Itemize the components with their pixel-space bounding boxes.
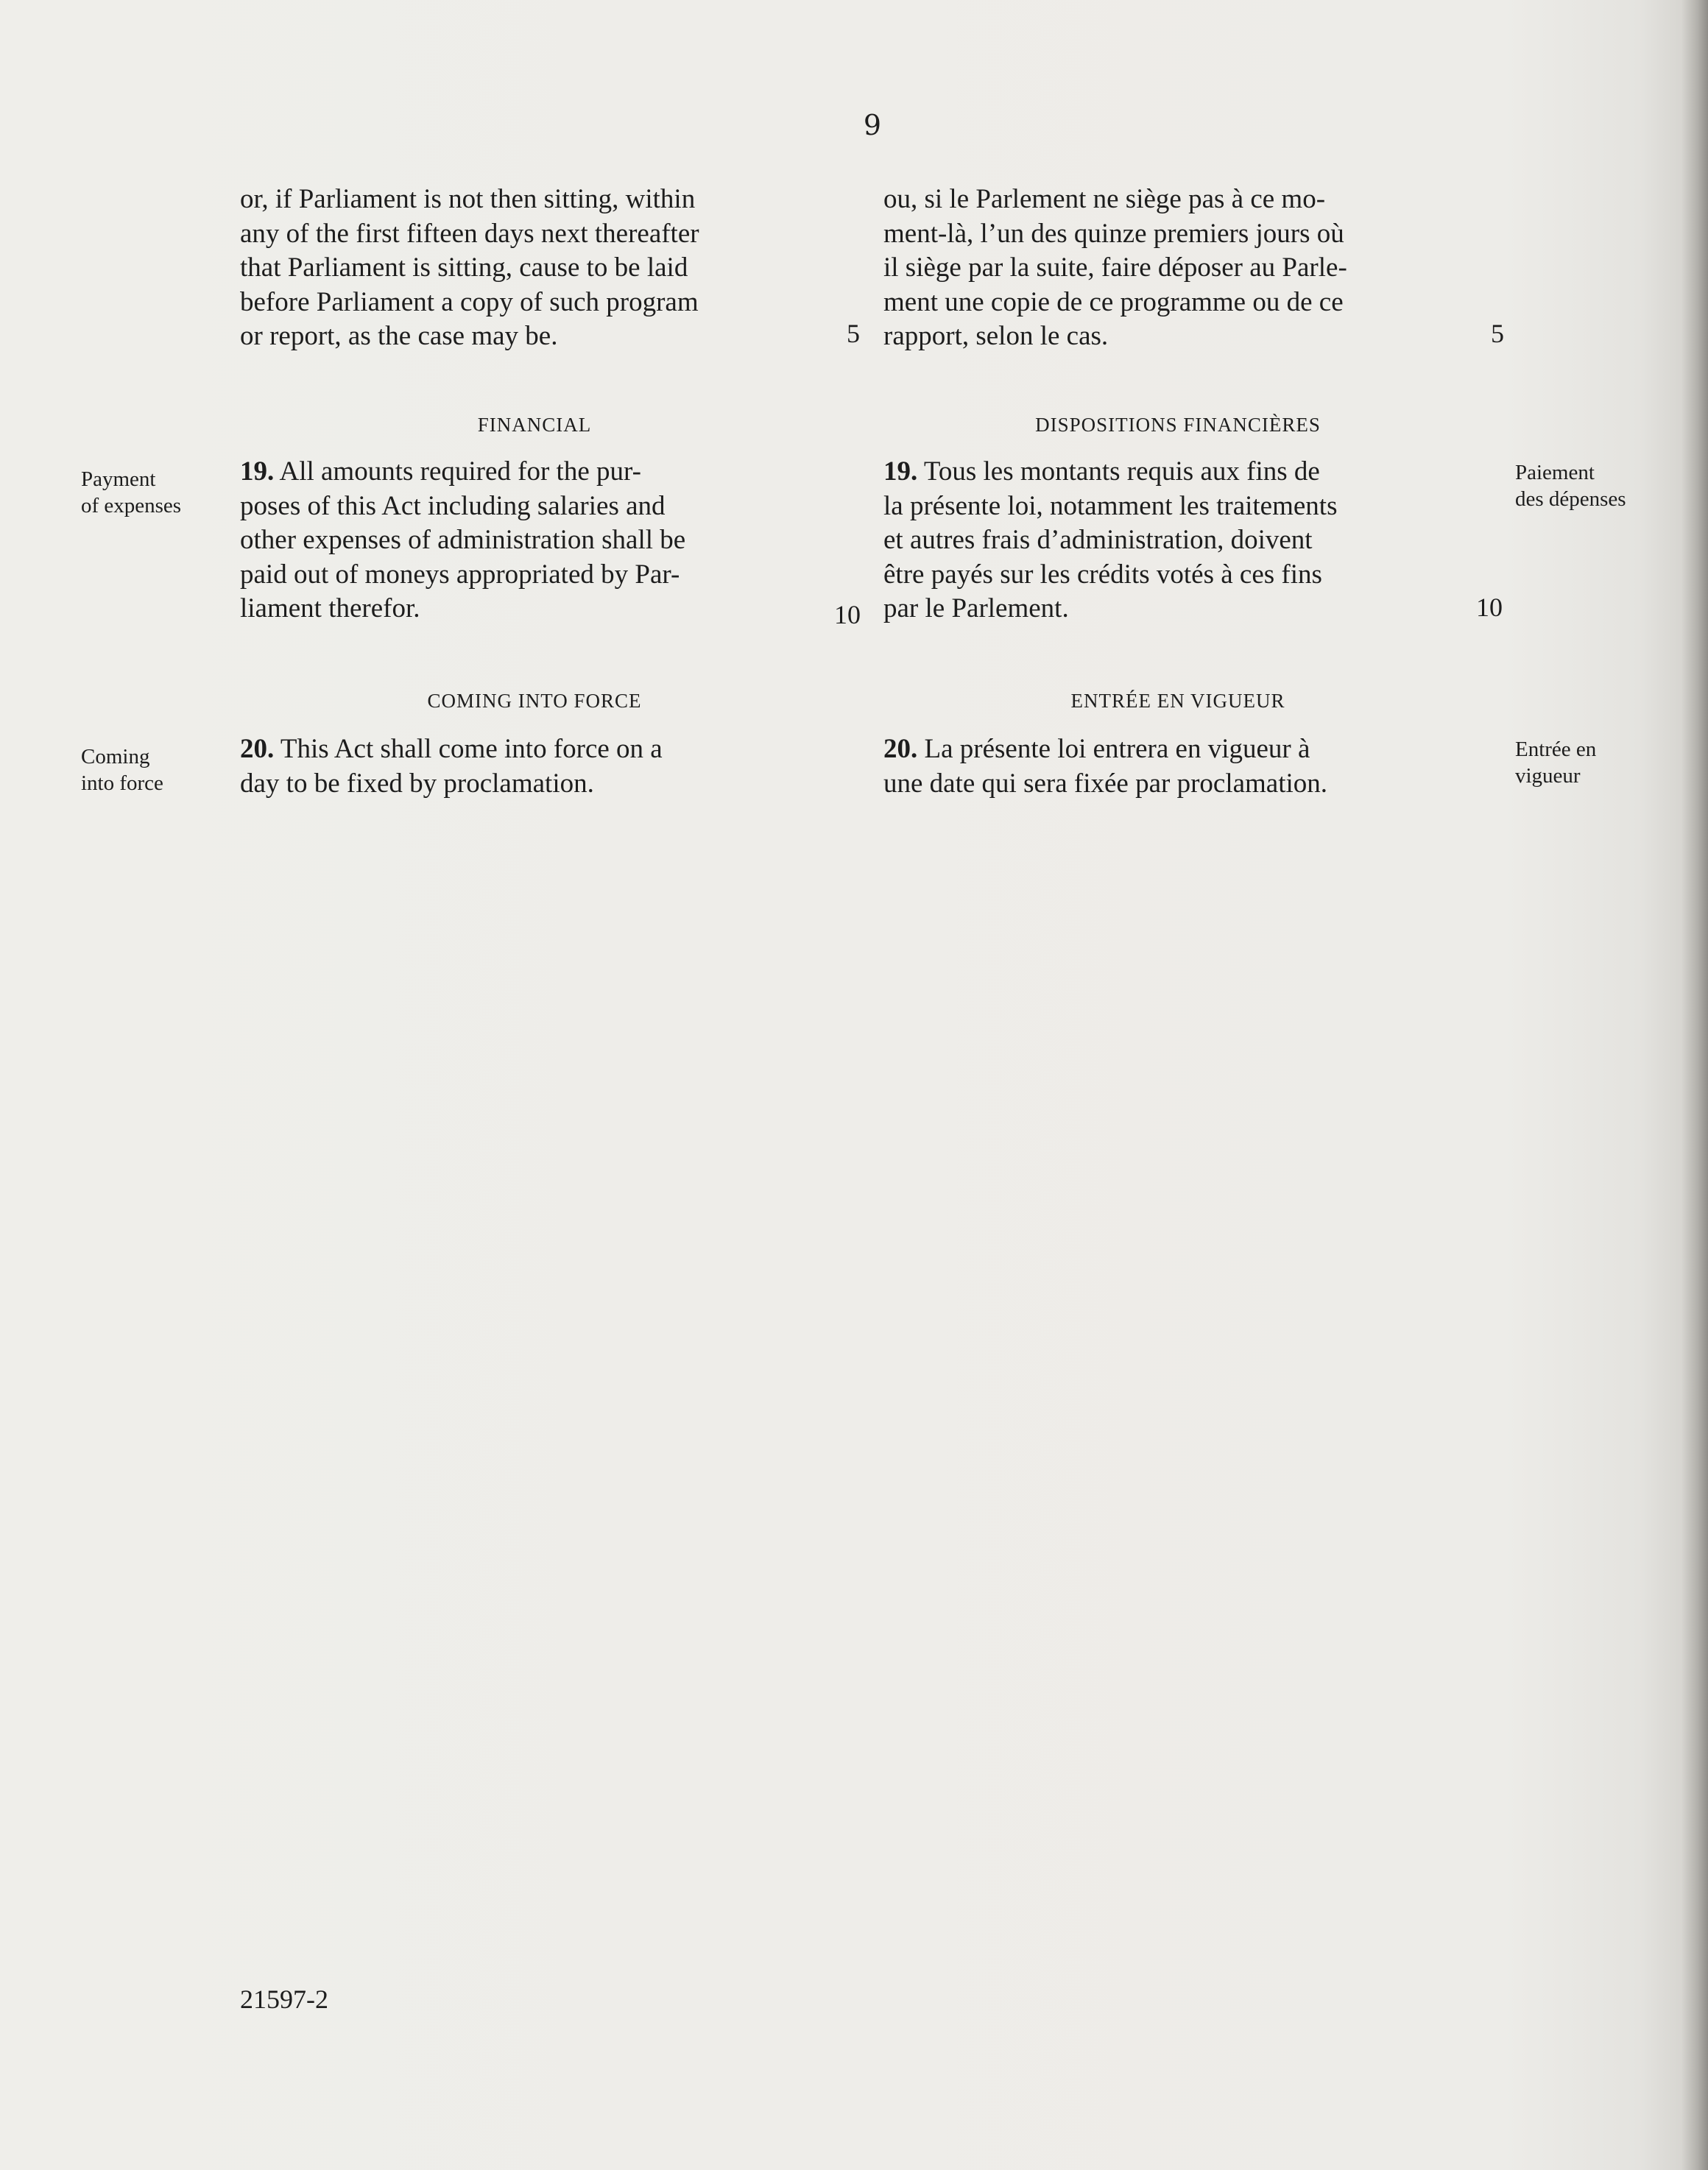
text-line: other expenses of administration shall be [240,525,686,555]
text-line: ment une copie de ce programme ou de ce [883,286,1344,317]
margin-note-payment-of-expenses [81,466,181,519]
margin-note-line: Coming [81,745,150,768]
line-number: 5 [1491,319,1504,348]
margin-note-entree-en-vigueur [1515,736,1596,789]
margin-note-line: into force [81,771,163,795]
english-section-20 [240,732,829,801]
line-number: 10 [1476,593,1503,622]
page-number: 9 [863,109,882,141]
text-line: poses of this Act including salaries and [240,490,666,521]
section-heading-financial: FINANCIAL [477,414,592,436]
line-number: 10 [834,600,861,629]
text-line: ou, si le Parlement ne siège pas à ce mo- [883,184,1326,214]
text-line: rapport, selon le cas. [883,321,1109,351]
french-section-20 [883,732,1472,801]
line-number: 5 [847,319,860,348]
text-line [240,732,829,767]
section-heading-coming-into-force: COMING INTO FORCE [427,690,642,712]
french-section-19 [883,455,1472,626]
text-line: paid out of moneys appropriated by Par- [240,559,680,590]
margin-note-line: des dépenses [1515,487,1626,511]
margin-note-line: of expenses [81,494,182,517]
text-line: any of the first fifteen days next thereafter [240,218,699,249]
text-segment: All amounts required for the pur- [279,456,641,487]
text-line [883,732,1472,767]
text-line: or report, as the case may be. [240,321,558,351]
text-line: or, if Parliament is not then sitting, within [240,184,696,214]
text-segment: La présente loi entrera en vigueur à [924,734,1310,764]
margin-note-coming-into-force [81,743,163,796]
footer-print-code: 21597-2 [240,1985,328,2014]
french-intro-paragraph [883,183,1472,354]
text-line: une date qui sera fixée par proclamation. [883,768,1328,799]
text-line: ment-là, l’un des quinze premiers jours où [883,218,1344,249]
text-line: day to be fixed by proclamation. [240,768,594,799]
text-line: la présente loi, notamment les traitements [883,490,1338,521]
margin-note-line: vigueur [1515,764,1581,788]
section-number: 19. [883,456,918,487]
section-heading-dispositions-financieres: DISPOSITIONS FINANCIÈRES [1035,414,1321,436]
text-line: before Parliament a copy of such program [240,286,699,317]
text-line: être payés sur les crédits votés à ces fins [883,559,1322,590]
text-line: par le Parlement. [883,593,1069,623]
text-line [883,455,1472,490]
english-intro-paragraph [240,183,829,354]
section-number: 20. [240,734,275,764]
margin-note-line: Entrée en [1515,738,1597,761]
text-line: that Parliament is sitting, cause to be laid [240,252,688,283]
section-heading-entree-en-vigueur: ENTRÉE EN VIGUEUR [1070,690,1285,712]
text-line: et autres frais d’administration, doivent [883,525,1313,555]
text-segment: This Act shall come into force on a [280,734,663,764]
section-number: 20. [883,734,918,764]
binding-edge-shadow [1681,0,1708,2170]
text-line: liament therefor. [240,593,420,623]
margin-note-line: Paiement [1515,461,1595,484]
section-number: 19. [240,456,275,487]
margin-note-line: Payment [81,467,156,491]
text-segment: Tous les montants requis aux fins de [923,456,1320,487]
text-line [240,455,829,490]
margin-note-paiement-des-depenses [1515,459,1626,512]
text-line: il siège par la suite, faire déposer au Parle- [883,252,1347,283]
english-section-19 [240,455,829,626]
